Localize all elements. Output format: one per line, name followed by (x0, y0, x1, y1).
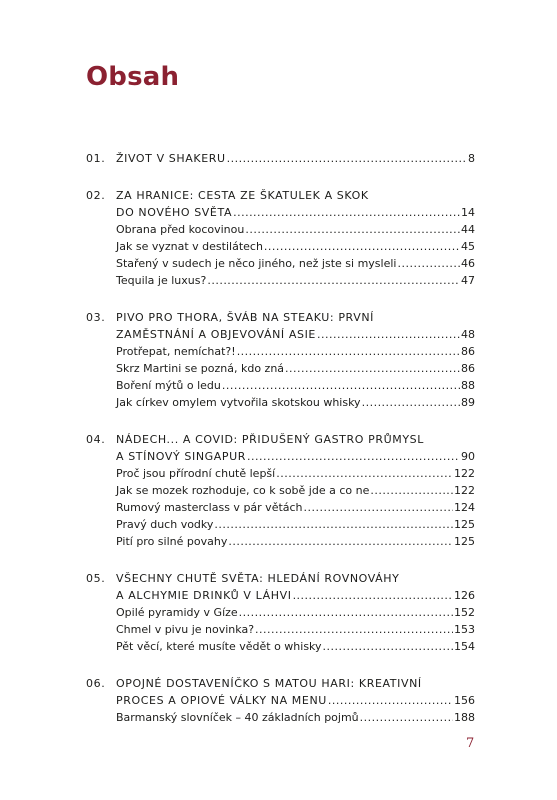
toc-chapter (86, 187, 475, 289)
toc-entry (86, 360, 475, 377)
dot-leader (214, 516, 453, 533)
chapter-title: PIVO PRO THORA, ŠVÁB NA STEAKU: PRVNÍ (116, 311, 375, 324)
entry-page: 47 (461, 274, 475, 287)
entry-title: Pití pro silné povahy (116, 535, 228, 548)
entry-page: 46 (461, 257, 475, 270)
dot-leader (228, 533, 453, 550)
toc-chapter (86, 570, 475, 655)
toc-entry (86, 621, 475, 638)
toc-entry (86, 638, 475, 655)
chapter-page: 156 (454, 694, 475, 707)
entry-title: Barmanský slovníček – 40 základních pojmů (116, 711, 359, 724)
entry-page: 153 (454, 623, 475, 636)
entry-page: 88 (461, 379, 475, 392)
chapter-heading-line (86, 448, 475, 465)
entry-page: 45 (461, 240, 475, 253)
entry-page: 86 (461, 345, 475, 358)
dot-leader (360, 709, 453, 726)
entry-title: Skrz Martini se pozná, kdo zná (116, 362, 285, 375)
chapter-heading-line (86, 587, 475, 604)
chapter-title: DO NOVÉHO SVĚTA (116, 206, 233, 219)
entry-title: Jak se vyznat v destilátech (116, 240, 263, 253)
toc-entry (86, 343, 475, 360)
dot-leader (323, 638, 453, 655)
entry-title: Jak se mozek rozhoduje, co k sobě jde a co ne (116, 484, 370, 497)
entry-title: Boření mýtů o ledu (116, 379, 221, 392)
toc-entry (86, 465, 475, 482)
toc-entry (86, 238, 475, 255)
chapter-heading-line (86, 431, 475, 448)
toc-entry (86, 255, 475, 272)
dot-leader (239, 604, 453, 621)
entry-page: 188 (454, 711, 475, 724)
toc-entry (86, 394, 475, 411)
entry-page: 152 (454, 606, 475, 619)
chapter-page: 8 (468, 152, 475, 165)
chapter-page: 126 (454, 589, 475, 602)
chapter-page: 90 (461, 450, 475, 463)
dot-leader (317, 326, 460, 343)
toc-chapter (86, 431, 475, 550)
entry-title: Stařený v sudech je něco jiného, než jste si mysleli (116, 257, 397, 270)
entry-page: 122 (454, 467, 475, 480)
dot-leader (276, 465, 453, 482)
chapter-number: 03. (86, 311, 106, 324)
toc-chapter (86, 675, 475, 726)
chapter-number: 04. (86, 433, 106, 446)
page-title: Obsah (86, 62, 180, 92)
dot-leader (397, 255, 460, 272)
chapter-number: 02. (86, 189, 106, 202)
chapter-title: A STÍNOVÝ SINGAPUR (116, 450, 247, 463)
entry-title: Pravý duch vodky (116, 518, 214, 531)
dot-leader (304, 499, 453, 516)
chapter-page: 48 (461, 328, 475, 341)
dot-leader (207, 272, 460, 289)
toc-entry (86, 604, 475, 621)
entry-page: 122 (454, 484, 475, 497)
entry-page: 125 (454, 535, 475, 548)
chapter-heading-line (86, 675, 475, 692)
dot-leader (222, 377, 460, 394)
toc-entry (86, 272, 475, 289)
dot-leader (264, 238, 460, 255)
toc-entry (86, 533, 475, 550)
chapter-heading-line (86, 570, 475, 587)
entry-title: Tequila je luxus? (116, 274, 207, 287)
chapter-title: A ALCHYMIE DRINKŮ V LÁHVI (116, 589, 292, 602)
dot-leader (285, 360, 460, 377)
chapter-number: 01. (86, 152, 106, 165)
toc-chapter (86, 309, 475, 411)
chapter-heading-line (86, 204, 475, 221)
entry-title: Obrana před kocovinou (116, 223, 245, 236)
entry-title: Protřepat, nemíchat?! (116, 345, 236, 358)
chapter-title: OPOJNÉ DOSTAVENÍČKO S MATOU HARI: KREATIVNÍ (116, 677, 422, 690)
entry-title: Opilé pyramidy v Gíze (116, 606, 238, 619)
chapter-heading-line (86, 692, 475, 709)
chapter-title: ZA HRANICE: CESTA ZE ŠKATULEK A SKOK (116, 189, 369, 202)
entry-page: 86 (461, 362, 475, 375)
entry-title: Jak církev omylem vytvořila skotskou whisky (116, 396, 361, 409)
chapter-heading-line (86, 187, 475, 204)
chapter-title: NÁDECH... A COVID: PŘIDUŠENÝ GASTRO PRŮMYSL (116, 433, 424, 446)
dot-leader (370, 482, 453, 499)
dot-leader (362, 394, 460, 411)
dot-leader (328, 692, 453, 709)
toc-entry (86, 221, 475, 238)
chapter-title: VŠECHNY CHUTĚ SVĚTA: HLEDÁNÍ ROVNOVÁHY (116, 572, 400, 585)
chapter-heading-line (86, 150, 475, 167)
chapter-title: ZAMĚSTNÁNÍ A OBJEVOVÁNÍ ASIE (116, 328, 316, 341)
toc-entry (86, 516, 475, 533)
dot-leader (247, 448, 460, 465)
entry-title: Proč jsou přírodní chutě lepší (116, 467, 276, 480)
chapter-title: PROCES A OPIOVÉ VÁLKY NA MENU (116, 694, 327, 707)
entry-page: 89 (461, 396, 475, 409)
table-of-contents (86, 150, 475, 746)
chapter-heading-line (86, 326, 475, 343)
dot-leader (245, 221, 460, 238)
entry-title: Rumový masterclass v pár větách (116, 501, 303, 514)
chapter-heading-line (86, 309, 475, 326)
chapter-page: 14 (461, 206, 475, 219)
dot-leader (293, 587, 453, 604)
toc-chapter (86, 150, 475, 167)
toc-entry (86, 499, 475, 516)
dot-leader (237, 343, 460, 360)
toc-entry (86, 377, 475, 394)
entry-title: Pět věcí, které musíte vědět o whisky (116, 640, 322, 653)
dot-leader (227, 150, 467, 167)
entry-title: Chmel v pivu je novinka? (116, 623, 255, 636)
entry-page: 154 (454, 640, 475, 653)
entry-page: 124 (454, 501, 475, 514)
chapter-number: 05. (86, 572, 106, 585)
toc-entry (86, 709, 475, 726)
dot-leader (233, 204, 460, 221)
entry-page: 125 (454, 518, 475, 531)
chapter-number: 06. (86, 677, 106, 690)
dot-leader (255, 621, 453, 638)
chapter-title: ŽIVOT V SHAKERU (116, 152, 226, 165)
toc-entry (86, 482, 475, 499)
entry-page: 44 (461, 223, 475, 236)
page-number: 7 (466, 736, 475, 751)
